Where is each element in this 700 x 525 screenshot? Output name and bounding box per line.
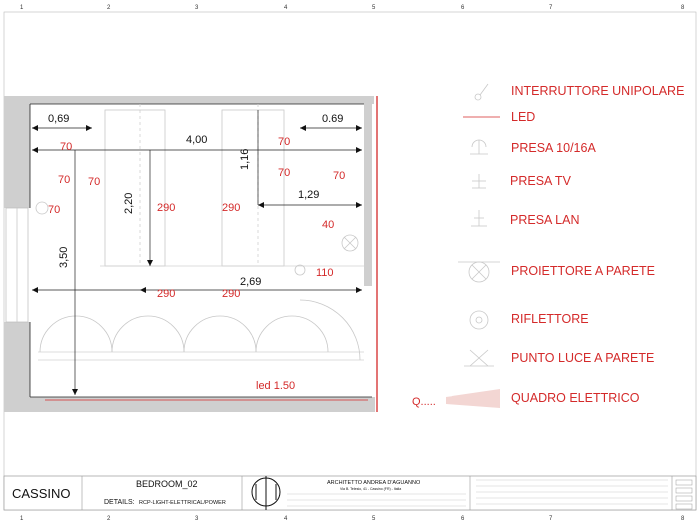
details-value: RCP-LIGHT-ELETTRICAL/POWER (139, 500, 226, 506)
grid-number-bottom-6: 6 (461, 516, 465, 522)
details-label: DETAILS: (104, 499, 135, 506)
legend-label-wall-light: PUNTO LUCE A PARETE (511, 351, 655, 365)
legend-label-panel: QUADRO ELETTRICO (511, 391, 640, 405)
wall-light-icon (464, 350, 494, 366)
wardrobe-left (105, 110, 165, 266)
wall-bottom (30, 397, 375, 412)
grid-number-top-8: 8 (681, 5, 685, 11)
height-70-a: 70 (60, 141, 73, 153)
height-290-c: 290 (157, 288, 176, 300)
socket-icon (470, 140, 488, 154)
title-block (4, 476, 696, 510)
project-name: CASSINO (12, 486, 71, 501)
legend-label-socket: PRESA 10/16A (511, 141, 596, 155)
height-110: 110 (316, 267, 334, 279)
grid-number-top-3: 3 (195, 5, 199, 11)
dim-220: 2,20 (123, 192, 135, 214)
wardrobe-right (222, 110, 284, 266)
sheet-title: BEDROOM_02 (136, 479, 198, 489)
grid-number-bottom-8: 8 (681, 516, 685, 522)
grid-number-top-7: 7 (549, 5, 553, 11)
grid-number-top-1: 1 (20, 5, 24, 11)
height-70-e: 70 (278, 167, 291, 179)
panel-tag: Q..... (412, 396, 436, 408)
tv-icon (472, 174, 486, 188)
dim-069-right: 0.69 (322, 113, 344, 125)
legend-label-lan: PRESA LAN (510, 213, 580, 227)
projector-icon (458, 262, 500, 282)
dim-129: 1,29 (298, 189, 320, 201)
height-70-f: 70 (333, 170, 346, 182)
led-label: led 1.50 (256, 380, 296, 392)
dim-116: 1,16 (239, 148, 251, 170)
grid-number-top-2: 2 (107, 5, 111, 11)
dim-400: 4,00 (186, 134, 208, 146)
height-70-d: 70 (88, 176, 101, 188)
wall-left-upper (4, 96, 30, 208)
legend-label-projector: PROIETTORE A PARETE (511, 264, 656, 278)
plan-light-symbols (36, 202, 358, 275)
legend-label-reflector: RIFLETTORE (511, 312, 589, 326)
switch-icon (475, 84, 488, 100)
grid-number-bottom-4: 4 (284, 516, 288, 522)
height-40: 40 (322, 219, 335, 231)
wall-left-lower (4, 322, 30, 412)
height-290-d: 290 (222, 288, 241, 300)
floor-plan (4, 96, 500, 412)
height-290-b: 290 (222, 202, 241, 214)
architect-address: Via B. Telesio, 41 - Cassino (FR) - Italia (340, 487, 402, 491)
grid-number-bottom-1: 1 (20, 516, 24, 522)
height-70-c: 70 (58, 174, 71, 186)
legend-label-led: LED (511, 110, 536, 124)
grid-number-top-4: 4 (284, 5, 288, 11)
wall-right (364, 96, 372, 286)
height-70-b: 70 (278, 136, 291, 148)
dim-269: 2,69 (240, 276, 262, 288)
reflector-icon (470, 311, 488, 329)
dim-069-left: 0,69 (48, 113, 70, 125)
wardrobe-door-swings (40, 300, 360, 360)
lan-icon (471, 210, 487, 226)
dimension-ticks (32, 125, 362, 395)
dim-350: 3,50 (58, 246, 70, 268)
grid-number-top-6: 6 (461, 5, 465, 11)
grid-number-bottom-7: 7 (549, 516, 553, 522)
architect-name: ARCHITETTO ANDREA D'AGUANNO (327, 480, 421, 486)
legend-label-switch: INTERRUTTORE UNIPOLARE (511, 84, 685, 98)
height-290-a: 290 (157, 202, 176, 214)
grid-number-bottom-3: 3 (195, 516, 199, 522)
grid-number-bottom-5: 5 (372, 516, 376, 522)
height-70-g: 70 (48, 204, 61, 216)
legend-label-tv: PRESA TV (510, 174, 571, 188)
grid-number-bottom-2: 2 (107, 516, 111, 522)
legend (452, 84, 684, 406)
grid-number-top-5: 5 (372, 5, 376, 11)
wall-top (4, 96, 374, 104)
